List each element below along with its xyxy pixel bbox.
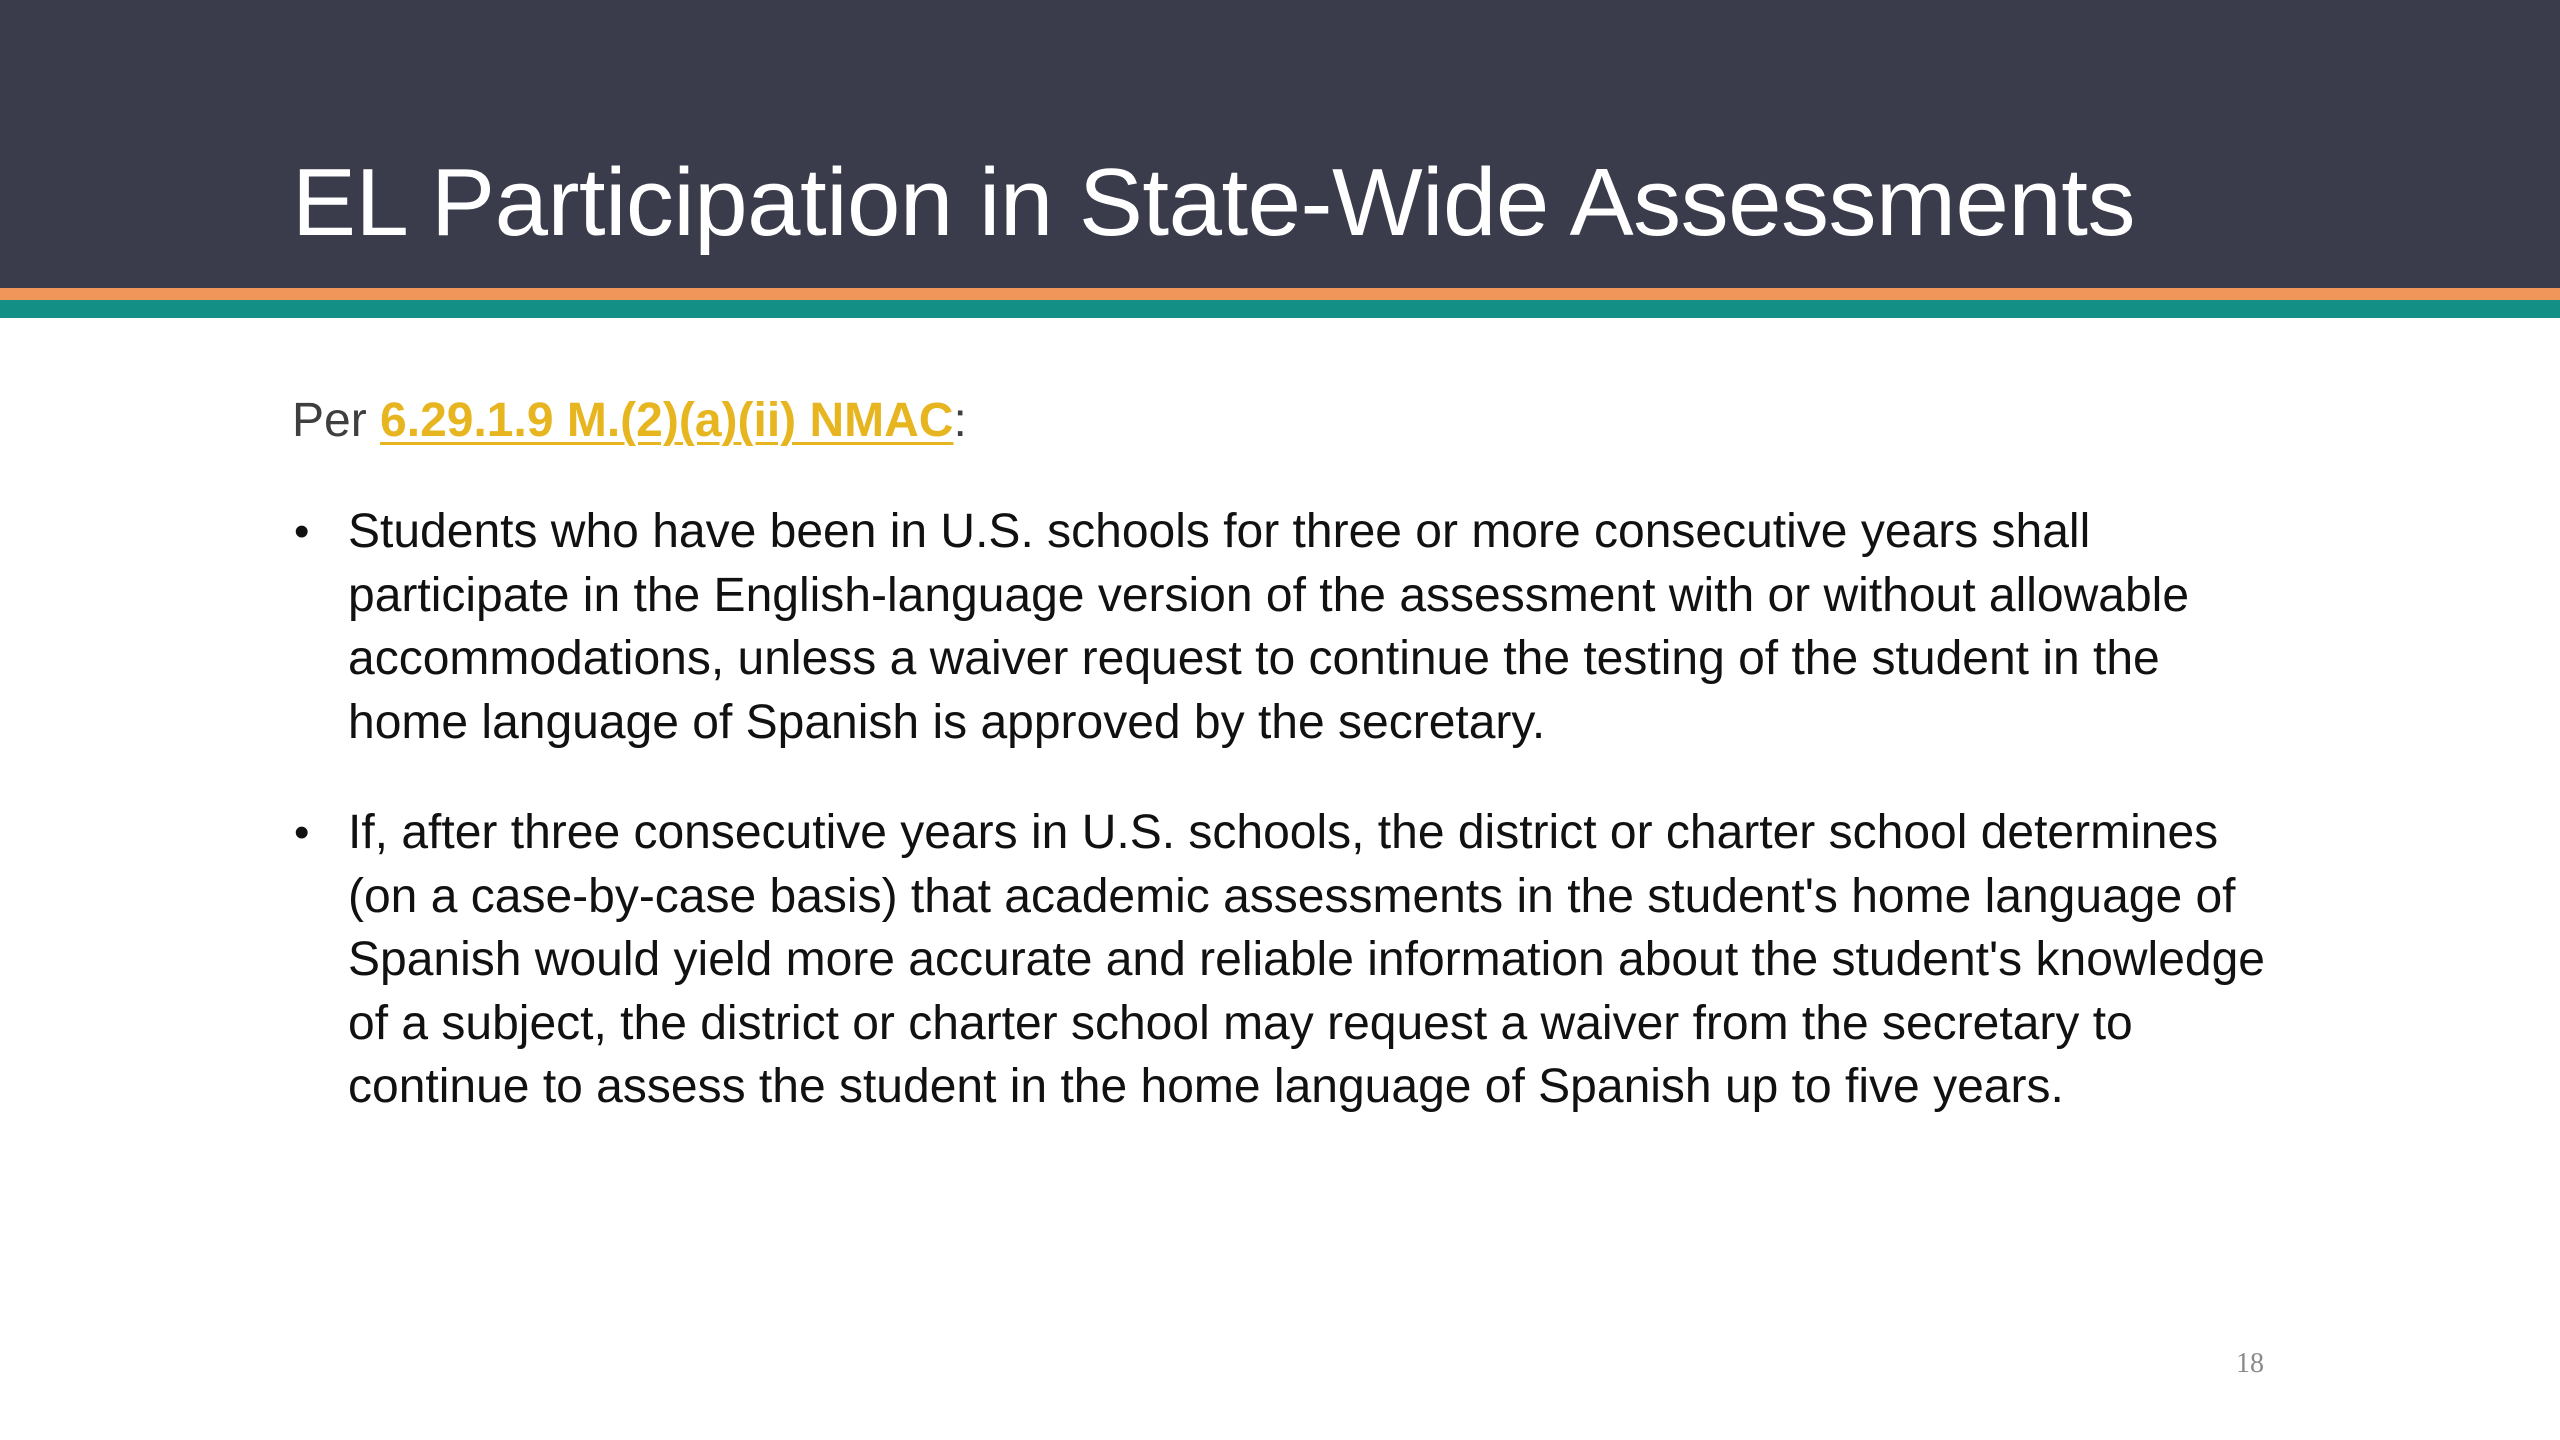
bullet-list	[292, 500, 2292, 1166]
bullet-text: If, after three consecutive years in U.S. schools, the district or charter school determines (on a case-by-case basis) that academic assessments in the student's home language of Spanish would yield more accurate and reliable information about the student's knowledge of a subject, the district or charter school may request a waiver from the secretary to continue to assess the student in the home language of Spanish up to five years.	[348, 806, 2265, 1113]
slide-title: EL Participation in State-Wide Assessments	[292, 149, 2135, 256]
citation-prefix: Per	[292, 394, 381, 447]
slide-number: 18	[2236, 1348, 2264, 1379]
bullet-marker: •	[294, 808, 310, 857]
bullet-item	[292, 801, 2292, 1119]
bullet-marker: •	[294, 507, 310, 556]
title-bar	[0, 0, 2560, 288]
accent-stripe-orange	[0, 288, 2560, 300]
bullet-item	[292, 500, 2292, 754]
citation-intro	[292, 388, 967, 454]
bullet-text: Students who have been in U.S. schools for three or more consecutive years shall participate in the English-language version of the assessment with or without allowable accommodations, unless a waiver request to continue the testing of the student in the home language of Spanish is approved by the secretary.	[348, 505, 2190, 749]
accent-stripe-teal	[0, 300, 2560, 318]
citation-suffix: :	[953, 394, 967, 447]
citation-link[interactable]: 6.29.1.9 M.(2)(a)(ii) NMAC	[380, 394, 954, 447]
